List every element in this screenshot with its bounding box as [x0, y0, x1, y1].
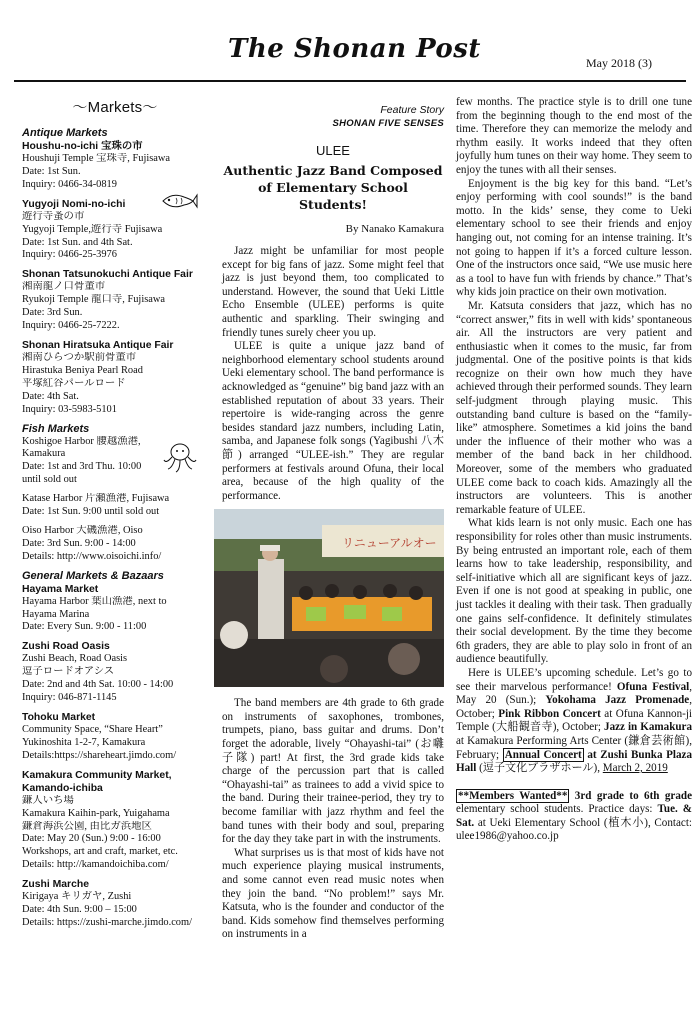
market-detail: Ryukoji Temple 龍口寺, Fujisawa: [22, 294, 165, 306]
market-name: Zushi Road Oasis: [22, 641, 110, 653]
market-detail: Workshops, art and craft, market, etc.: [22, 846, 178, 858]
market-name: Tohoku Market: [22, 712, 96, 723]
market-detail: Date: 4th Sat.: [22, 390, 79, 402]
feature-series: SHONAN FIVE SENSES: [332, 118, 444, 129]
market-detail: Kirigaya キリガヤ, Zushi: [22, 891, 132, 903]
event-name: Jazz in Kamakura: [604, 721, 693, 734]
market-detail: Hayama Marina: [22, 608, 90, 620]
market-detail: Kamakura Kaihin-park, Yuigahama: [22, 807, 170, 819]
market-detail: Date: 1st Sun. and 4th Sat.: [22, 236, 133, 248]
event-name: Ofuna Festival: [616, 680, 690, 693]
market-name: Zushi Marche: [22, 879, 89, 891]
market-detail: 湘南ひらつか駅前骨董市: [22, 351, 137, 363]
article-paragraph: What kids learn is not only music. Each one has responsibility for roles other than music instruments. By being entrusted an important role, each of them learns how to take leadership, responsibility, and self-initiative which all are significant keys of jazz. Even if one is not good at speaking in public, one just tackles it dealing with their task. Then gradually one gains self-confidence. It definitely stimulates their social development. By the time they become 6th graders, they are able to play solo in front of an audience beautifully.: [456, 517, 692, 666]
markets-column: [22, 88, 208, 936]
market-detail: Date: 3rd Sun. 9:00 - 14:00: [22, 537, 136, 549]
market-name: Kamakura Community Market, Kamando-ichiba: [22, 769, 172, 794]
market-detail: Inquiry: 046-871-1145: [22, 692, 117, 704]
masthead-rule: [14, 80, 686, 82]
market-detail: Katase Harbor 片瀬漁港, Fujisawa: [22, 493, 170, 505]
members-wanted-label: **Members Wanted**: [458, 789, 568, 802]
market-entry: [22, 268, 208, 333]
market-name: Houshu-no-ichi 宝珠の市: [22, 141, 143, 152]
market-entry: [22, 878, 208, 930]
event-date: March 2, 2019: [602, 762, 668, 775]
market-detail: Koshigoe Harbor 腰越漁港,: [22, 435, 141, 447]
article-paragraph: Enjoyment is the big key for this band. “Let’s enjoy performing with cool sounds!” is the band motto. In the kids’ sense, they come to Ueki elementary school to see their friends and enjoy hanging out, not coming for an intense training. It’s not going to happen if it’s a forced culture lesson. One of the instructors once said, “We use music here as a tool to have fun with friends by chance.” That’s why kids join practice on their own motivation.: [456, 177, 692, 299]
market-entry: [22, 140, 208, 192]
markets-heading: 〜Markets〜: [72, 99, 158, 116]
article-column-middle: [222, 88, 444, 942]
market-detail: Oiso Harbor 大磯漁港, Oiso: [22, 524, 143, 536]
market-detail: 逗子ロードオアシス: [22, 666, 115, 678]
market-detail: Community Space, “Share Heart”: [22, 724, 163, 735]
event-detail: at Kamakura Performing Arts Center (鎌倉芸術館), February;: [456, 734, 692, 761]
market-detail: Date: May 20 (Sun.) 9:00 - 16:00: [22, 833, 161, 845]
market-detail: Houshuji Temple 宝珠寺, Fujisawa: [22, 153, 171, 164]
event-venue-jp: (逗子文化プラザホール),: [476, 762, 603, 775]
members-wanted-paragraph: [456, 790, 692, 844]
market-detail: 鎌人いち場: [22, 794, 74, 806]
market-detail: 湘南龍ノ口骨董市: [22, 281, 106, 293]
market-name: Hayama Market: [22, 583, 99, 595]
band-photo: [214, 509, 444, 687]
members-contact: at Ueki Elementary School (植木小), Contact: ulee1986@yahoo.co.jp: [456, 816, 692, 843]
event-name: Pink Ribbon Concert: [498, 707, 601, 720]
event-detail: , October;: [456, 694, 693, 720]
event-detail: , May 20 (Sun.);: [456, 680, 692, 707]
market-detail: Hirastuka Beniya Pearl Road: [22, 364, 143, 376]
market-detail: Date: 2nd and 4th Sat. 10:00 - 14:00: [22, 679, 174, 691]
band-photo-illustration: [214, 509, 444, 687]
market-detail: Date: 4th Sun. 9:00 – 15:00: [22, 904, 137, 916]
market-name: Shonan Tatsunokuchi Antique Fair: [22, 269, 193, 281]
practice-days: Tue. & Sat.: [456, 803, 693, 829]
event-name: Yokohama Jazz Promenade: [545, 694, 690, 707]
article-column-right: [456, 96, 692, 844]
market-detail: Details:https://shareheart.jimdo.com/: [22, 749, 177, 761]
market-detail: Date: 1st Sun. 9:00 until sold out: [22, 506, 160, 518]
article-paragraph: The band members are 4th grade to 6th grade on instruments of saxophones, trombones, trumpets, piano, bass guitar and drums. Don’t forget the adorable, lively “Ohayashi-tai” (お囃子隊) part! At first, the 3rd grade kids take charge of the percussion part that is called “Ohayashi-tai” as trainees to add a vivid spice to the band. During their trainee-period, they try to become familiar with jazz rhythm and feel the band tunes with their body and soul, preparing for the day they take part in with the instruments.: [222, 697, 444, 846]
market-detail: 鎌倉海浜公園, 由比ガ浜地区: [22, 820, 152, 832]
article-paragraph: What surprises us is that most of kids have not much experience playing musical instruments, and some cannot even read music notes when they join the band. “No problem!” says Mr. Katsuta, who is the founder and conductor of the band. Kids somehow find themselves performing on instruments in a: [222, 846, 444, 941]
event-detail: at: [583, 748, 601, 761]
market-detail: Yukinoshita 1-2-7, Kamakura: [22, 736, 146, 748]
feature-label: Feature Story: [380, 104, 444, 116]
market-detail: 遊行寺蚤の市: [22, 210, 85, 222]
market-group-title: General Markets & Bazaars: [22, 569, 164, 582]
market-group-title: Antique Markets: [22, 127, 108, 139]
market-detail: 平塚紅谷パールロード: [22, 377, 126, 389]
markets-list: [22, 127, 208, 930]
article-paragraph: Jazz might be unfamiliar for most people except for big fans of jazz. Some might feel that jazz is just beyond them, too complicated to understand. However, the sound that Ueki Little Echo Ensemble (ULEE) performs is quite authentic and sparkling. Their swinging and friendly tunes surely cheer you up.: [222, 245, 444, 339]
event-venue: Zushi Bunka Plaza Hall: [456, 748, 692, 775]
market-name: Shonan Hiratsuka Antique Fair: [22, 339, 174, 351]
market-detail: Zushi Beach, Road Oasis: [22, 653, 128, 665]
market-detail: Date: 3rd Sun.: [22, 307, 83, 319]
schedule-paragraph: [456, 667, 692, 776]
article-headline: Authentic Jazz Band Composed of Elementary School Students!: [223, 163, 443, 212]
market-entry: [22, 339, 208, 417]
market-entry: [22, 769, 208, 872]
market-detail: Kamakura: [22, 448, 66, 460]
market-detail: Inquiry: 03-5983-5101: [22, 403, 117, 415]
event-name-boxed: Annual Concert: [504, 748, 582, 761]
market-detail: until sold out: [22, 474, 77, 486]
market-entry: [22, 493, 208, 519]
market-name: Yugyoji Nomi-no-ichi: [22, 198, 126, 210]
byline: By Nanako Kamakura: [345, 223, 444, 235]
members-grades: 3rd grade to 6th grade: [569, 789, 693, 802]
market-detail: Date: Every Sun. 9:00 - 11:00: [22, 621, 147, 633]
event-detail: at Ofuna Kannon-ji Temple (大船観音寺), October;: [456, 707, 692, 734]
article-paragraph: ULEE is quite a unique jazz band of neighborhood elementary school students around Ueki elementary school. The band performance is acknowledged as “genuine” big band jazz with an established reputation of about 33 years. Their repertoire is wide-ranging across the genre besides standard jazz numbers, including Latin, samba, and Japanese folk songs (Yagibushi 八木節) arranged “ULEE-ish.” They are regular performers at festivals around Ofuna, their local area, because of the high quality of the performance.: [222, 340, 444, 502]
market-group-title: Fish Markets: [22, 422, 90, 435]
issue-date: May 2018 (3): [586, 56, 652, 70]
market-detail: Date: 1st Sun.: [22, 165, 81, 177]
market-detail: Inquiry: 0466-25-7222.: [22, 320, 120, 332]
fish-icon: [160, 190, 198, 212]
octopus-icon: [162, 442, 198, 474]
market-detail: Details: http://www.oisoichi.info/: [22, 550, 162, 562]
photo-sign-text: リニューアルオー: [342, 536, 437, 551]
article-kicker: ULEE: [316, 143, 350, 158]
schedule-intro: Here is ULEE’s upcoming schedule. Let’s go to see their marvelous performance!: [456, 666, 692, 693]
market-entry: [22, 640, 208, 705]
market-entry: [22, 711, 208, 763]
article-paragraph: few months. The practice style is to drill one tune from the beginning though to the end most of the time. Therefore they can memorize the melody and rhythm easily. It works indeed that they often joyfully hum tunes on their way home. They seem to enjoy the tunes with all their senses.: [456, 96, 692, 176]
market-detail: Details: http://kamandoichiba.com/: [22, 859, 169, 871]
masthead: [0, 30, 700, 80]
market-detail: Inquiry: 0466-34-0819: [22, 178, 117, 190]
market-entry: [22, 583, 208, 635]
masthead-title: The Shonan Post: [228, 34, 481, 64]
market-detail: Hayama Harbor 葉山漁港, next to: [22, 595, 167, 607]
members-text: elementary school students. Practice days:: [456, 803, 658, 816]
article-paragraph: Mr. Katsuta considers that jazz, which has no “correct answer,” fits in well with kids’ spontaneous air. All the instructors are very patient and enthusiastic when it comes to the music, far from judgmental. One of the positive points is that kids recognize on their own how much they have achieved through their performed sounds. They learn self-judgment through playing music. This outstanding band culture is based on the “family-like” atmosphere. Sometimes a kid joins the band under the influence of their mother who was a member of the band back in her childhood. Moreover, some of the members who graduated ULEE come back to coach kids. Amazingly all the instructors are volunteers. This is another remarkable feature of ULEE.: [456, 299, 692, 516]
market-entry: [22, 525, 208, 564]
market-detail: Details: https://zushi-marche.jimdo.com/: [22, 916, 192, 928]
market-detail: Yugyoji Temple,遊行寺 Fujisawa: [22, 223, 163, 235]
market-detail: Date: 1st and 3rd Thu. 10:00: [22, 461, 142, 473]
market-detail: Inquiry: 0466-25-3976: [22, 249, 117, 261]
